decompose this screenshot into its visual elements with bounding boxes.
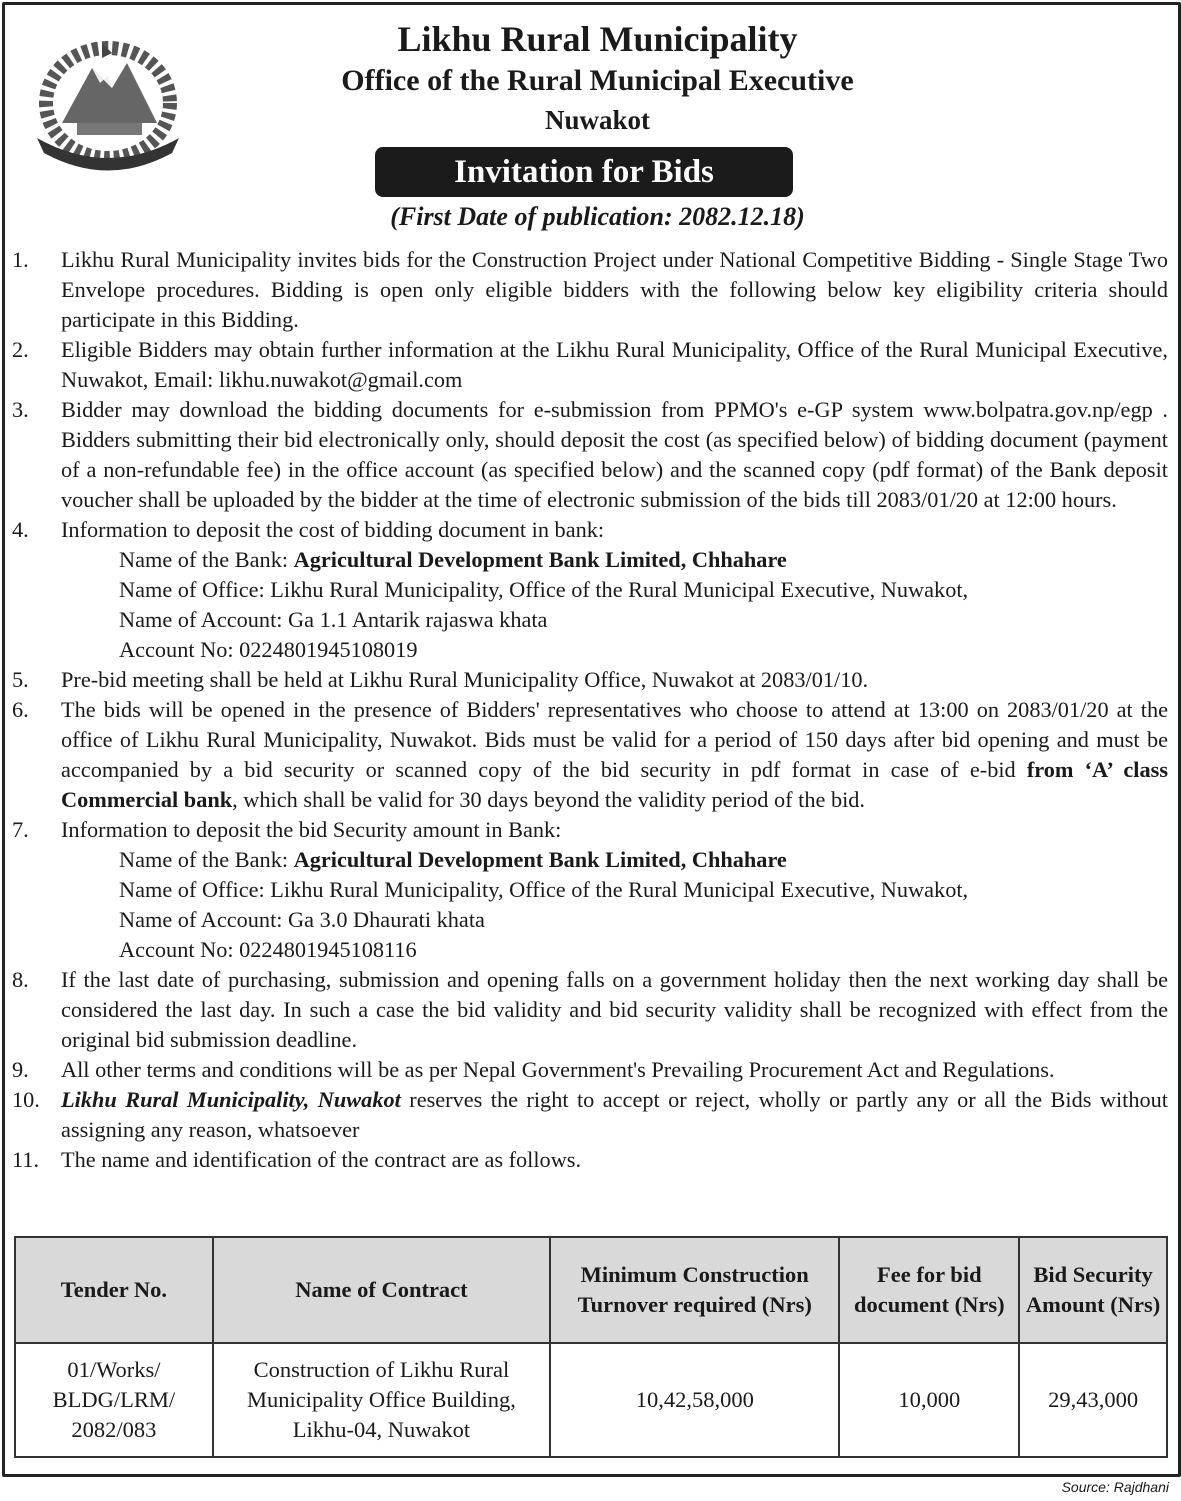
- office-name-line: Name of Office: Likhu Rural Municipality, Office of the Rural Municipal Executive, Nuwakot,: [119, 877, 969, 902]
- office-subtitle: Office of the Rural Municipal Executive: [341, 64, 854, 97]
- cell-contract-name: Construction of Likhu Rural Municipality Office Building, Likhu-04, Nuwakot: [213, 1343, 550, 1457]
- list-item: [12, 665, 1168, 695]
- cell-bid-security: 29,43,000: [1019, 1343, 1167, 1457]
- header-contract-name: Name of Contract: [213, 1237, 550, 1343]
- list-item: [12, 335, 1168, 395]
- terms-list: [12, 245, 1168, 1175]
- list-item: [12, 395, 1168, 515]
- account-number-line: Account No: 0224801945108116: [119, 937, 417, 962]
- item-number: 10.: [12, 1087, 40, 1112]
- item-number: 11.: [12, 1147, 40, 1172]
- item-text: If the last date of purchasing, submission and opening falls on a government holiday then the next working day shall be considered the last day. In such a case the bid validity and bid security validity shall be recognized with effect from the original bid submission deadline.: [61, 967, 1168, 1052]
- bank-name-line: [61, 845, 1168, 875]
- item-text: Information to deposit the bid Security amount in Bank:: [61, 817, 562, 842]
- municipality-emphasis: Likhu Rural Municipality, Nuwakot: [61, 1087, 401, 1112]
- cell-tender-no: 01/Works/ BLDG/LRM/ 2082/083: [15, 1343, 213, 1457]
- bank-name: Agricultural Development Bank Limited, Chhahare: [293, 547, 787, 572]
- list-item: [12, 1055, 1168, 1085]
- office-name-line: Name of Office: Likhu Rural Municipality, Office of the Rural Municipal Executive, Nuwakot,: [119, 577, 969, 602]
- cell-fee: 10,000: [839, 1343, 1019, 1457]
- item-text: The name and identification of the contract are as follows.: [61, 1147, 582, 1172]
- account-name-line: Name of Account: Ga 3.0 Dhaurati khata: [119, 907, 485, 932]
- item-text: The bids will be opened in the presence of Bidders' representatives who choose to attend at 13:00 on 2083/01/20 at the office of Likhu Rural Municipality, Nuwakot. Bids must be valid for a period of 150 days after bid opening and must be accompanied by a bid security or scanned copy of the bid security in pdf format in case of e-bid: [61, 697, 1168, 782]
- item-text: Eligible Bidders may obtain further information at the Likhu Rural Municipality, Office of the Rural Municipal Executive, Nuwakot, Email: likhu.nuwakot@gmail.com: [61, 337, 1168, 392]
- item-text: Information to deposit the cost of bidding document in bank:: [61, 517, 605, 542]
- bank-label: Name of the Bank:: [119, 847, 294, 872]
- item-text: Likhu Rural Municipality invites bids for the Construction Project under National Competitive Bidding - Single Stage Two Envelope procedures. Bidding is open only eligible bidders with the following below key eligibility criteria should participate in this Bidding.: [61, 247, 1168, 332]
- item-number: 4.: [12, 517, 29, 542]
- item-text: Bidder may download the bidding documents for e-submission from PPMO's e-GP system www.bolpatra.gov.np/egp . Bidders submitting their bid electronically only, should deposit the cost (as specified below) of bidding document (payment of a non-refundable fee) in the office account (as specified below) and the scanned copy (pdf format) of the Bank deposit voucher shall be uploaded by the bidder at the time of electronic submission of the bids till 2083/01/20 at 12:00 hours.: [61, 397, 1168, 512]
- item-number: 5.: [12, 667, 29, 692]
- bank-class-emphasis: from ‘A’ class Commercial bank: [61, 757, 1168, 812]
- item-text-tail: , which shall be valid for 30 days beyond the validity period of the bid.: [232, 787, 866, 812]
- item-number: 8.: [12, 967, 29, 992]
- list-item: [12, 1085, 1168, 1145]
- contract-table: [14, 1236, 1168, 1458]
- item-number: 6.: [12, 697, 29, 722]
- list-item: [12, 1145, 1168, 1175]
- notice-title: Invitation for Bids: [375, 147, 793, 197]
- header-turnover: Minimum Construction Turnover required (Nrs): [550, 1237, 839, 1343]
- item-number: 1.: [12, 247, 29, 272]
- list-item: [12, 815, 1168, 965]
- list-item: [12, 965, 1168, 1055]
- source-credit: Source: Rajdhani: [1061, 1479, 1169, 1495]
- table-header-row: [15, 1237, 1167, 1343]
- header-bid-security: Bid Security Amount (Nrs): [1019, 1237, 1167, 1343]
- table-row: [15, 1343, 1167, 1457]
- bank-name-line: [61, 545, 1168, 575]
- cell-turnover: 10,42,58,000: [550, 1343, 839, 1457]
- municipality-title: Likhu Rural Municipality: [397, 19, 798, 59]
- item-text: reserves the right to accept or reject, wholly or partly any or all the Bids without assigning any reason, whatsoever: [61, 1087, 1168, 1142]
- list-item: [12, 245, 1168, 335]
- item-number: 9.: [12, 1057, 29, 1082]
- header-fee: Fee for bid document (Nrs): [839, 1237, 1019, 1343]
- account-name-line: Name of Account: Ga 1.1 Antarik rajaswa khata: [119, 607, 548, 632]
- bank-label: Name of the Bank:: [119, 547, 294, 572]
- header-tender-no: Tender No.: [15, 1237, 213, 1343]
- list-item: [12, 695, 1168, 815]
- item-number: 2.: [12, 337, 29, 362]
- list-item: [12, 515, 1168, 665]
- item-text: Pre-bid meeting shall be held at Likhu Rural Municipality Office, Nuwakot at 2083/01/10.: [61, 667, 869, 692]
- item-text: All other terms and conditions will be as per Nepal Government's Prevailing Procurement Act and Regulations.: [61, 1057, 1055, 1082]
- account-number-line: Account No: 0224801945108019: [119, 637, 418, 662]
- item-number: 3.: [12, 397, 29, 422]
- publication-date: (First Date of publication: 2082.12.18): [390, 202, 805, 231]
- item-number: 7.: [12, 817, 29, 842]
- district-name: Nuwakot: [544, 105, 651, 135]
- bank-name: Agricultural Development Bank Limited, Chhahare: [293, 847, 787, 872]
